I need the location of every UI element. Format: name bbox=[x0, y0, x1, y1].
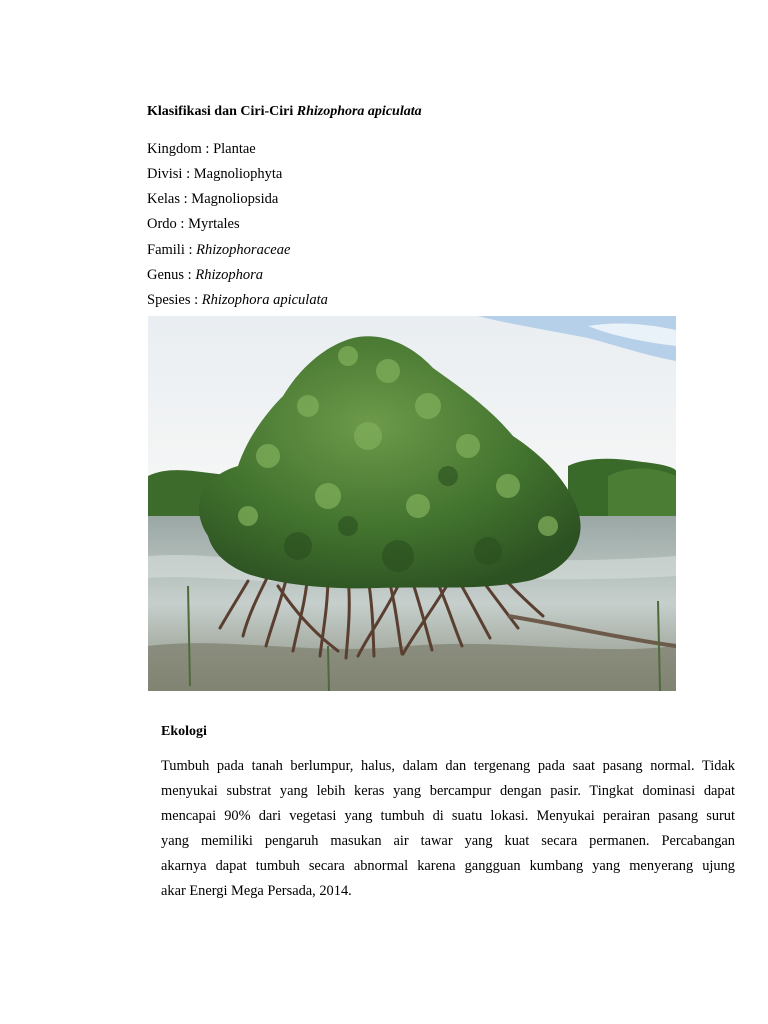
taxon-label: Kingdom : bbox=[147, 141, 214, 157]
paragraph-line: akar Energi Mega Persada, 2014. bbox=[161, 883, 352, 899]
taxon-label: Genus : bbox=[147, 267, 196, 283]
paragraph-line: yang memiliki pengaruh masukan air tawar yang kuat secara permanen. Percabangan bbox=[161, 833, 735, 849]
taxon-label: Famili : bbox=[147, 242, 197, 258]
taxon-spesies bbox=[147, 290, 328, 310]
taxon-kelas bbox=[147, 189, 278, 209]
taxon-value: Rhizophora apiculata bbox=[201, 292, 328, 308]
taxon-label: Kelas : bbox=[147, 191, 192, 207]
taxon-label: Ordo : bbox=[147, 216, 189, 232]
paragraph-line: mencapai 90% dari vegetasi yang tumbuh di suatu lokasi. Menyukai perairan pasang surut bbox=[161, 808, 735, 824]
taxon-ordo bbox=[147, 214, 240, 234]
taxon-label: Divisi : bbox=[147, 166, 194, 182]
paragraph-line: Tumbuh pada tanah berlumpur, halus, dalam dan tergenang pada saat pasang normal. Tidak bbox=[161, 758, 735, 774]
taxon-value: Magnoliopsida bbox=[191, 191, 279, 207]
taxon-label: Spesies : bbox=[147, 292, 202, 308]
document-title bbox=[147, 102, 422, 122]
taxon-value: Magnoliophyta bbox=[193, 166, 283, 182]
taxon-kingdom bbox=[147, 139, 256, 159]
section-heading-ekologi: Ekologi bbox=[161, 724, 207, 739]
taxon-value: Rhizophoraceae bbox=[196, 242, 291, 258]
ecology-paragraph bbox=[161, 754, 735, 904]
mangrove-photo bbox=[148, 316, 676, 691]
taxon-value: Plantae bbox=[213, 141, 256, 157]
taxon-value: Myrtales bbox=[188, 216, 240, 232]
paragraph-line: menyukai substrat yang lebih keras yang bercampur dengan pasir. Tingkat dominasi dapat bbox=[161, 783, 735, 799]
title-species: Rhizophora apiculata bbox=[296, 104, 422, 119]
taxon-divisi bbox=[147, 164, 282, 184]
taxon-value: Rhizophora bbox=[195, 267, 264, 283]
taxon-genus bbox=[147, 265, 263, 285]
title-prefix: Klasifikasi dan Ciri-Ciri bbox=[147, 104, 297, 119]
paragraph-line: akarnya dapat tumbuh secara abnormal karena gangguan kumbang yang menyerang ujung bbox=[161, 858, 735, 874]
taxon-famili bbox=[147, 240, 290, 260]
